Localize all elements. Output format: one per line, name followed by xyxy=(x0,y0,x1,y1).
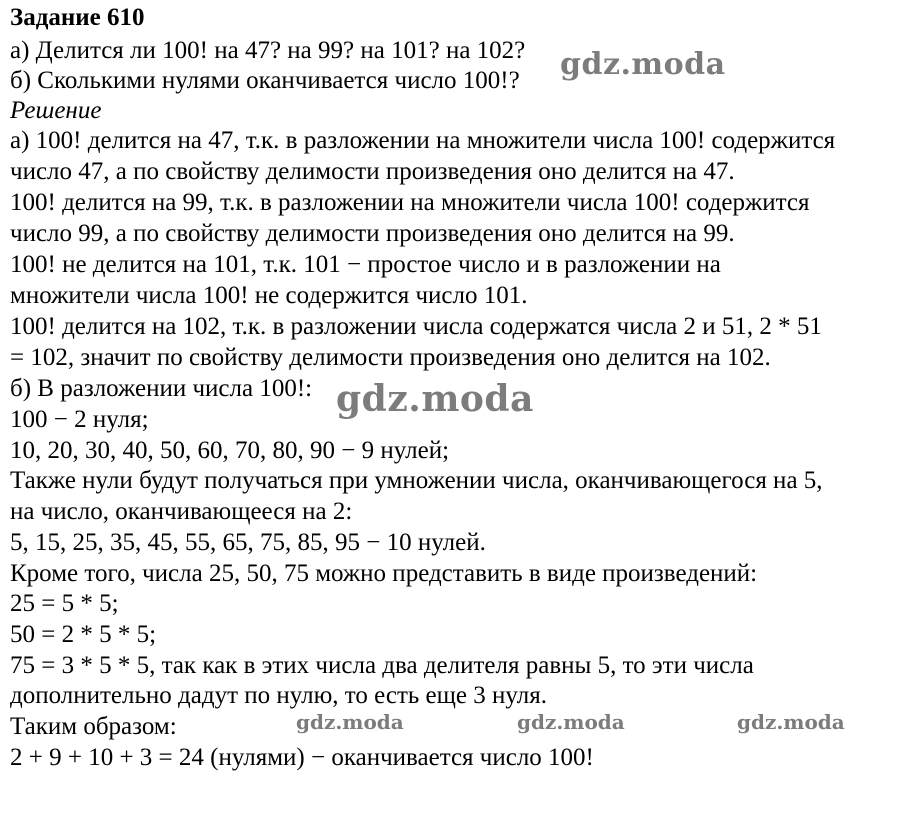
solution-line: 100! делится на 99, т.к. в разложении на множители числа 100! содержится xyxy=(10,189,810,216)
solution-line: 75 = 3 * 5 * 5, так как в этих числа два делителя равны 5, то эти числа xyxy=(10,652,754,679)
solution-line: Таким образом: xyxy=(10,713,177,740)
solution-line: 2 + 9 + 10 + 3 = 24 (нулями) − оканчивается число 100! xyxy=(10,744,594,771)
solution-line: Кроме того, числа 25, 50, 75 можно представить в виде произведений: xyxy=(10,560,758,587)
solution-line: 100 − 2 нуля; xyxy=(10,406,149,433)
watermark: gdz.moda xyxy=(296,710,404,734)
solution-line: число 99, а по свойству делимости произведения оно делится на 99. xyxy=(10,220,735,247)
solution-line: 5, 15, 25, 35, 45, 55, 65, 75, 85, 95 − 10 нулей. xyxy=(10,529,486,556)
watermark: gdz.moda xyxy=(517,710,625,734)
watermark: gdz.moda xyxy=(336,378,534,420)
solution-line: множители числа 100! не содержится число 101. xyxy=(10,282,528,309)
solution-heading: Решение xyxy=(10,97,102,124)
solution-line: б) В разложении числа 100!: xyxy=(10,375,313,402)
solution-line: 100! не делится на 101, т.к. 101 − простое число и в разложении на xyxy=(10,251,721,278)
solution-line: дополнительно дадут по нулю, то есть еще 3 нуля. xyxy=(10,682,547,709)
solution-line: Также нули будут получаться при умножении числа, оканчивающегося на 5, xyxy=(10,467,823,494)
solution-line: число 47, а по свойству делимости произведения оно делится на 47. xyxy=(10,158,735,185)
task-part-b: б) Сколькими нулями оканчивается число 100!? xyxy=(10,67,520,94)
task-title: Задание 610 xyxy=(10,4,145,31)
solution-line: 25 = 5 * 5; xyxy=(10,590,119,617)
solution-line: а) 100! делится на 47, т.к. в разложении на множители числа 100! содержится xyxy=(10,127,836,154)
solution-line: 100! делится на 102, т.к. в разложении числа содержатся числа 2 и 51, 2 * 51 xyxy=(10,313,822,340)
solution-line: на число, оканчивающееся на 2: xyxy=(10,498,353,525)
solution-line: = 102, значит по свойству делимости произведения оно делится на 102. xyxy=(10,344,771,371)
watermark: gdz.moda xyxy=(737,710,845,734)
watermark: gdz.moda xyxy=(560,47,726,82)
solution-line: 50 = 2 * 5 * 5; xyxy=(10,621,157,648)
task-part-a: а) Делится ли 100! на 47? на 99? на 101? на 102? xyxy=(10,37,526,64)
solution-line: 10, 20, 30, 40, 50, 60, 70, 80, 90 − 9 нулей; xyxy=(10,437,450,464)
